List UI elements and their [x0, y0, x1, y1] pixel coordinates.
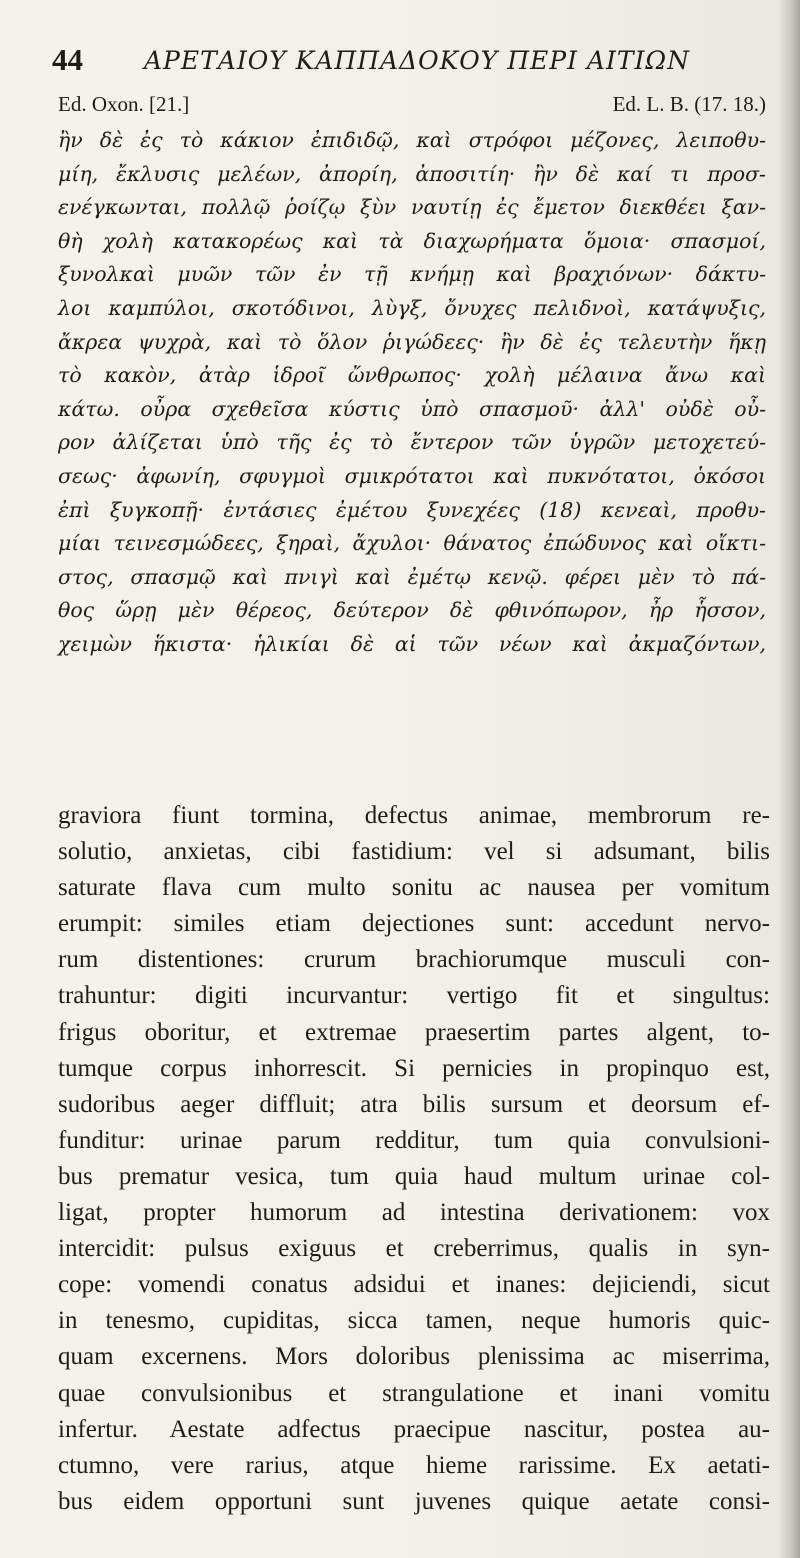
greek-line: μίαι τεινεσμώδεες, ξηραὶ, ἄχυλοι· θάνατος ἐπώδυνος καὶ οἴκτι-	[58, 531, 766, 556]
latin-translation-block	[58, 798, 770, 1520]
running-head	[52, 42, 752, 82]
greek-line: χειμὼν ἥκιστα· ἡλικίαι δὲ αἱ τῶν νέων καὶ ἀκμαζόντων,	[58, 631, 766, 656]
latin-line: ctumno, vere rarius, atque hieme rarissime. Ex aetati-	[58, 1451, 770, 1479]
edition-references	[58, 92, 766, 122]
edition-lb-reference: Ed. L. B. (17. 18.)	[612, 92, 766, 116]
latin-line: quae convulsionibus et strangulatione et inani vomitu	[58, 1379, 770, 1407]
greek-line: κάτω. οὖρα σχεθεῖσα κύστις ὑπὸ σπασμοῦ· ἀλλ' οὐδὲ οὖ-	[58, 396, 766, 421]
running-title: ΑΡΕΤΑΙΟΥ ΚΑΠΠΑΔΟΚΟΥ ΠΕΡΙ ΑΙΤΙΩΝ	[144, 46, 691, 75]
greek-line: σεως· ἀφωνίη, σφυγμοὶ σμικρότατοι καὶ πυκνότατοι, ὁκόσοι	[58, 463, 766, 488]
latin-line: bus eidem opportuni sunt juvenes quique aetate consi-	[58, 1487, 770, 1515]
latin-line: rum distentiones: crurum brachiorumque musculi con-	[58, 946, 770, 974]
greek-line: ἄκρεα ψυχρὰ, καὶ τὸ ὅλον ῥιγώδεες· ἢν δὲ ἐς τελευτὴν ἥκῃ	[58, 329, 766, 354]
latin-line: infertur. Aestate adfectus praecipue nascitur, postea au-	[58, 1415, 770, 1443]
latin-line: ligat, propter humorum ad intestina derivationem: vox	[58, 1199, 770, 1227]
greek-line: ενέγκωνται, πολλῷ ῥοίζῳ ξὺν ναυτίῃ ἐς ἔμετον διεκθέει ξαν-	[58, 195, 766, 220]
latin-line: frigus oboritur, et extremae praesertim partes algent, to-	[58, 1018, 770, 1046]
greek-line: λοι καμπύλοι, σκοτόδινοι, λὺγξ, ὄνυχες πελιδνοὶ, κατάψυξις,	[58, 295, 766, 320]
latin-line: solutio, anxietas, cibi fastidium: vel si adsumant, bilis	[58, 838, 770, 866]
latin-line: in tenesmo, cupiditas, sicca tamen, neque humoris quic-	[58, 1307, 770, 1335]
latin-line: erumpit: similes etiam dejectiones sunt: accedunt nervo-	[58, 910, 770, 938]
latin-line: quam excernens. Mors doloribus plenissima ac miserrima,	[58, 1343, 770, 1371]
page-number: 44	[52, 42, 83, 77]
latin-line: funditur: urinae parum redditur, tum quia convulsioni-	[58, 1126, 770, 1154]
greek-line: ἢν δὲ ἐς τὸ κάκιον ἐπιδιδῷ, καὶ στρόφοι μέζονες, λειποθυ-	[58, 128, 766, 152]
greek-line: ξυνολκαὶ μυῶν τῶν ἐν τῇ κνήμῃ καὶ βραχιόνων· δάκτυ-	[58, 262, 766, 287]
latin-line: intercidit: pulsus exiguus et creberrimus, qualis in syn-	[58, 1235, 770, 1263]
greek-line: τὸ κακὸν, ἀτὰρ ἱδροῖ ὤνθρωπος· χολὴ μέλαινα ἄνω καὶ	[58, 363, 766, 388]
page-edge-shadow	[778, 0, 800, 1558]
latin-line: saturate flava cum multo sonitu ac nausea per vomitum	[58, 874, 770, 902]
latin-line: cope: vomendi conatus adsidui et inanes: dejiciendi, sicut	[58, 1271, 770, 1299]
latin-line: bus prematur vesica, tum quia haud multum urinae col-	[58, 1162, 770, 1190]
latin-line: sudoribus aeger diffluit; atra bilis sursum et deorsum ef-	[58, 1090, 770, 1118]
greek-line: στος, σπασμῷ καὶ πνιγὶ καὶ ἐμέτῳ κενῷ. φέρει μὲν τὸ πά-	[58, 564, 766, 589]
greek-line: μίη, ἔκλυσις μελέων, ἀπορίη, ἀποσιτίη· ἢν δὲ καί τι προσ-	[58, 161, 766, 186]
greek-line: θὴ χολὴ κατακορέως καὶ τὰ διαχωρήματα ὅμοια· σπασμοί,	[58, 228, 766, 253]
greek-line: ἐπὶ ξυγκοπῇ· ἐντάσιες ἐμέτου ξυνεχέες (18) κενεαὶ, προθυ-	[58, 497, 766, 522]
latin-line: graviora fiunt tormina, defectus animae, membrorum re-	[58, 802, 770, 829]
latin-line: trahuntur: digiti incurvantur: vertigo fit et singultus:	[58, 982, 770, 1010]
latin-line: tumque corpus inhorrescit. Si pernicies in propinquo est,	[58, 1054, 770, 1082]
greek-line: ρον ἀλίζεται ὑπὸ τῆς ἐς τὸ ἔντερον τῶν ὑγρῶν μετοχετεύ-	[58, 430, 766, 455]
greek-text-block	[58, 124, 766, 662]
edition-oxon-reference: Ed. Oxon. [21.]	[58, 92, 190, 116]
greek-line: θος ὥρῃ μὲν θέρεος, δεύτερον δὲ φθινόπωρον, ἦρ ἧσσον,	[58, 598, 766, 623]
